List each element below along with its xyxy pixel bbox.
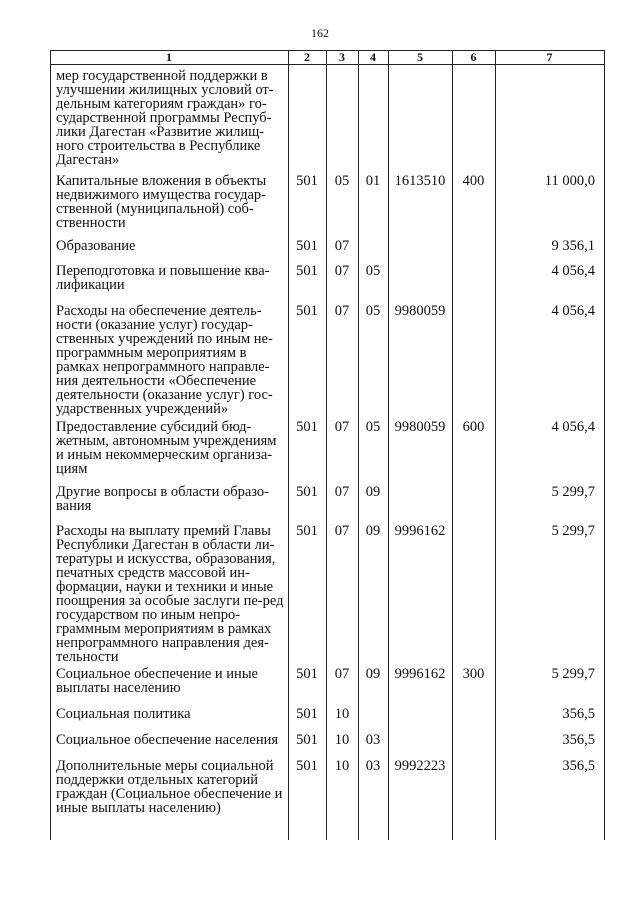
row-c7: 356,5	[562, 706, 595, 722]
header-col-7: 7	[546, 50, 553, 64]
row-c3: 07	[334, 523, 350, 539]
row-c7: 11 000,0	[544, 173, 595, 189]
row-c4: 05	[365, 263, 381, 279]
row-name: Переподготовка и повышение ква-лификации	[56, 263, 270, 293]
row-c2: 501	[296, 706, 318, 722]
row-c5: 9980059	[394, 303, 446, 319]
row-c7: 5 299,7	[551, 666, 595, 682]
row-c7: 5 299,7	[551, 484, 595, 500]
row-c6: 400	[462, 173, 485, 189]
header-bottom-border	[50, 64, 605, 65]
row-c4: 09	[365, 523, 381, 539]
row-c7: 4 056,4	[551, 303, 595, 319]
row-c2: 501	[296, 173, 318, 189]
border-left	[50, 50, 51, 840]
row-c5: 9980059	[394, 419, 446, 435]
row-name: Дополнительные меры социальной поддержки отдельных категорий граждан (Социальное обеспечение и иные выплаты населению)	[56, 758, 283, 816]
row-c3: 10	[334, 758, 350, 774]
row-c7: 4 056,4	[551, 263, 595, 279]
col-divider-4	[388, 50, 389, 840]
row-c2: 501	[296, 758, 318, 774]
row-c3: 07	[334, 666, 350, 682]
row-c7: 356,5	[562, 758, 595, 774]
row-c2: 501	[296, 732, 318, 748]
row-c4: 05	[365, 303, 381, 319]
header-col-6: 6	[470, 50, 477, 64]
row-name: Расходы на обеспечение деятель-ности (оказание услуг) государ-ственных учреждений по иным не-программным мероприятиям в рамках непрограммного направле-ния деятельности «Обеспечение деятельности (оказание услуг) гос-ударственных учреждений»	[56, 303, 273, 417]
header-col-5: 5	[417, 50, 423, 64]
row-c4: 09	[365, 484, 381, 500]
header-col-3: 3	[339, 50, 345, 64]
row-name: Социальное обеспечение и иные выплаты населению	[56, 666, 258, 696]
border-right	[604, 50, 605, 840]
row-c2: 501	[296, 523, 318, 539]
row-c2: 501	[296, 419, 318, 435]
row-c2: 501	[296, 238, 318, 254]
col-divider-2	[326, 50, 327, 840]
row-c7: 9 356,1	[551, 238, 595, 254]
row-c3: 10	[334, 706, 350, 722]
row-c3: 07	[334, 484, 350, 500]
row-c2: 501	[296, 263, 318, 279]
row-c2: 501	[296, 666, 318, 682]
row-name: Другие вопросы в области образо-вания	[56, 484, 269, 514]
row-c3: 07	[334, 238, 350, 254]
row-c3: 10	[334, 732, 350, 748]
row-c3: 07	[334, 419, 350, 435]
row-c4: 03	[365, 758, 381, 774]
col-divider-1	[288, 50, 289, 840]
row-c4: 05	[365, 419, 381, 435]
row-c4: 01	[365, 173, 381, 189]
row-c7: 5 299,7	[551, 523, 595, 539]
row-name: Капитальные вложения в объекты недвижимого имущества государ-ственной (муниципальной) соб-ственности	[56, 173, 267, 231]
header-col-4: 4	[370, 50, 376, 64]
row-c5: 1613510	[394, 173, 446, 189]
row-name: Социальное обеспечение населения	[56, 732, 279, 748]
budget-table	[50, 50, 605, 840]
row-c3: 05	[334, 173, 350, 189]
header-col-2: 2	[304, 50, 310, 64]
row-name: Образование	[56, 238, 136, 254]
col-divider-5	[452, 50, 453, 840]
page-number: 162	[311, 26, 329, 40]
row-c7: 356,5	[562, 732, 595, 748]
row-name: мер государственной поддержки в улучшении жилищных условий от-дельным категориям граждан» го-сударственной программы Респуб-лики Дагестан «Развитие жилищ-ного строительства в Республике Дагестан»	[56, 68, 274, 168]
row-name: Расходы на выплату премий Главы Республики Дагестан в области ли-тературы и искусства, образования, печатных средств массовой ин-формации, науки и техники и иные поощрения за особые заслуги пе-ред государством по иным непро-граммным мероприятиям в рамках непрограммного направления дея-тельности	[56, 523, 284, 665]
row-name: Социальная политика	[56, 706, 191, 722]
row-c6: 600	[462, 419, 485, 435]
row-name: Предоставление субсидий бюд-жетным, автономным учреждениям и иным некоммерческим организа-циям	[56, 419, 277, 477]
row-c2: 501	[296, 484, 318, 500]
row-c3: 07	[334, 263, 350, 279]
row-c6: 300	[462, 666, 485, 682]
row-c2: 501	[296, 303, 318, 319]
col-divider-6	[495, 50, 496, 840]
row-c5: 9996162	[394, 523, 446, 539]
row-c4: 09	[365, 666, 381, 682]
row-c5: 9996162	[394, 666, 446, 682]
row-c3: 07	[334, 303, 350, 319]
row-c5: 9992223	[394, 758, 446, 774]
header-col-1: 1	[166, 50, 172, 64]
row-c7: 4 056,4	[551, 419, 595, 435]
row-c4: 03	[365, 732, 381, 748]
col-divider-3	[358, 50, 359, 840]
